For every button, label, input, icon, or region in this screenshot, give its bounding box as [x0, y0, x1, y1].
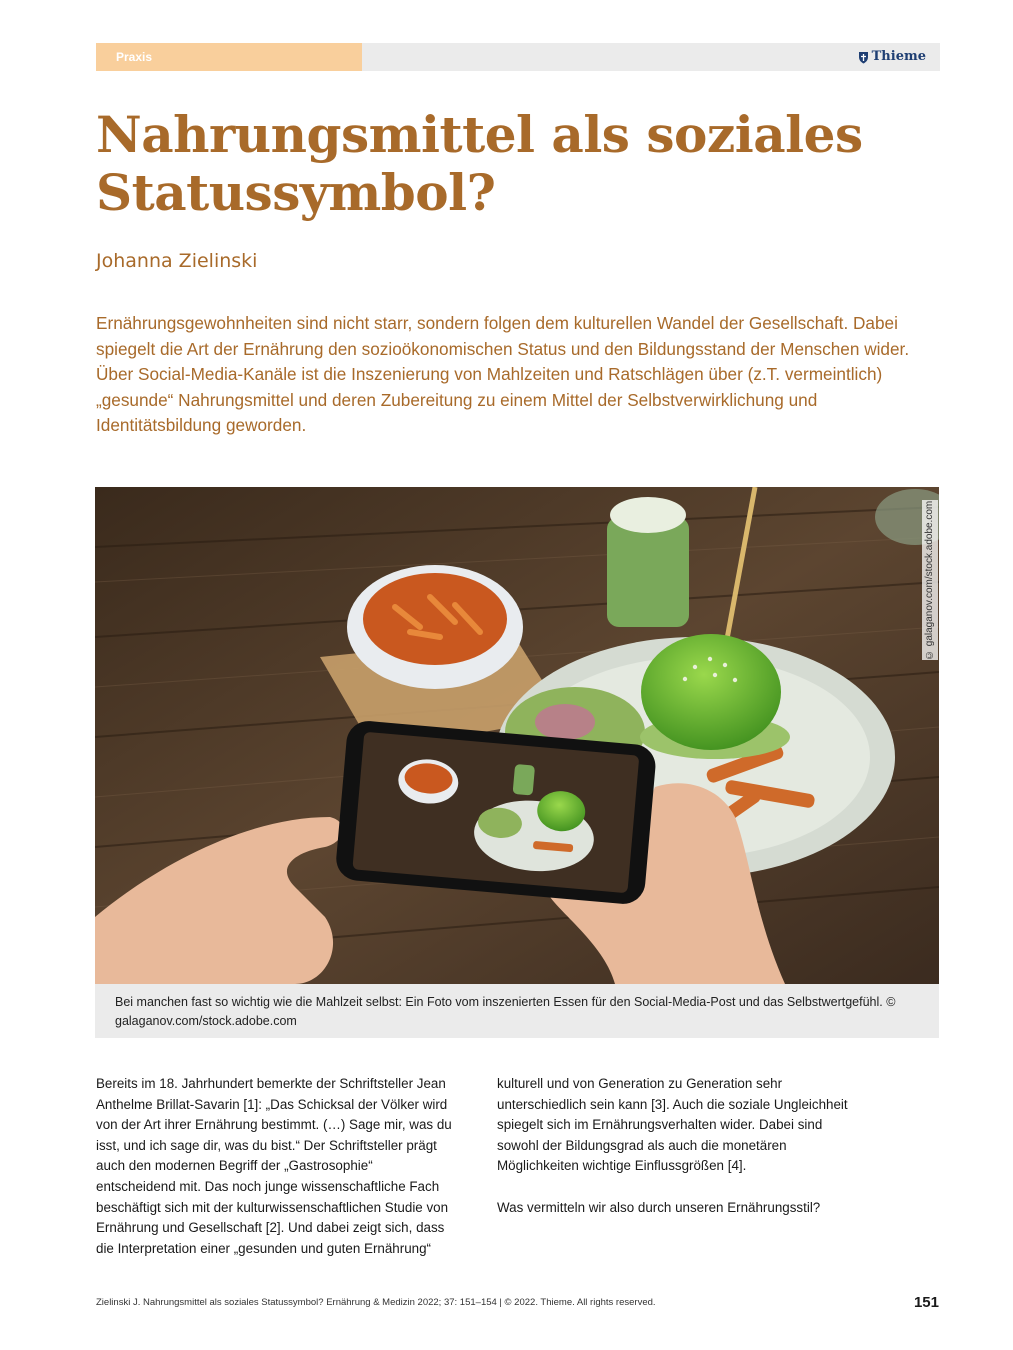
body-paragraph: Bereits im 18. Jahrhundert bemerkte der Schriftsteller Jean Anthelme Brillat-Savarin [1]: „Das Schicksal der Völker wird von der Art ihrer Ernährung bestimmt. (…) Sage mir, was du isst, und ich sage dir, was du bist.“ Der Schriftsteller prägt auch den modernen Begriff der „Gastrosophie“ entscheidend mit. Das noch junge wissenschaftliche Fach beschäftigt sich mit der kulturwissenschaftlichen Studie von Ernährung und Gesellschaft [2]. Und dabei zeigt sich, dass die Interpretation einer „gesunden und guten Ernährung“ [96, 1076, 452, 1256]
publisher-brand [858, 43, 926, 71]
citation-footer: Zielinski J. Nahrungsmittel als soziales Statussymbol? Ernährung & Medizin 2022; 37: 151–154 | © 2022. Thieme. All rights reserved. [96, 1297, 656, 1308]
article-author: Johanna Zielinski [96, 250, 258, 272]
section-tag: Praxis [96, 43, 362, 71]
figure-caption: Bei manchen fast so wichtig wie die Mahlzeit selbst: Ein Foto vom inszenierten Essen für den Social-Media-Post und das Selbstwertgefühl. © galaganov.com/stock.adobe.com [95, 984, 939, 1038]
body-column-2 [497, 1074, 857, 1218]
body-paragraph: kulturell und von Generation zu Generation sehr unterschiedlich sein kann [3]. Auch die soziale Ungleichheit spiegelt sich im Ernährungsverhalten wider. Dabei sind sowohl der Bildungsgrad als auch die monetären Möglichkeiten wichtige Einflussgrößen [4]. [497, 1076, 848, 1174]
brand-name: Thieme [871, 49, 926, 64]
body-question: Was vermitteln wir also durch unseren Ernährungsstil? [497, 1199, 821, 1215]
article-abstract: Ernährungsgewohnheiten sind nicht starr, sondern folgen dem kulturellen Wandel der Gesellschaft. Dabei spiegelt die Art der Ernährung den sozioökonomischen Status und den Bildungsstand der Menschen wider. Über Social-Media-Kanäle ist die Inszenierung von Mahlzeiten und Ratschlägen über (z.T. vermeintlich) „gesunde“ Nahrungsmittel und deren Zubereitung zu einem Mittel der Selbstverwirklichung und Identitätsbildung geworden. [96, 313, 910, 435]
thieme-logo-icon [858, 51, 869, 64]
page-number: 151 [913, 1294, 939, 1311]
photo-credit: © galaganov.com/stock.adobe.com [922, 500, 938, 660]
body-column-1 [96, 1074, 456, 1259]
article-photo [95, 487, 939, 984]
article-title: Nahrungsmittel als soziales Statussymbol? [96, 105, 863, 222]
header-bar [96, 43, 940, 71]
